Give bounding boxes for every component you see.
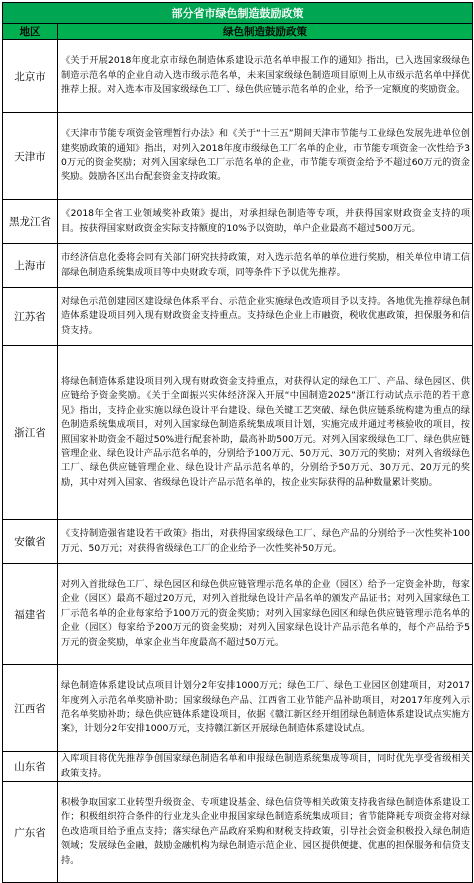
policy-cell: 将绿色制造体系建设项目列入现有财政资金支持重点，对获得认定的绿色工厂、产品、绿色园区、供应链给予资金奖励。《关于全面振兴实体经济深入开展“中国制造2025”浙江行动试点示范的若干意见》指出，支持企业实施以绿色设计平台建设、绿色关键工艺突破、绿色供应链系统构建为重点的绿色制造系统集成项目，对列入国家绿色制造系统集成项目计划，实施完成并通过考核验收的项目，按照国家补助资金不超过50%进行配套补助，最高补助500万元。对列入国家级绿色工厂、绿色供应链管理企业、绿色设计产品示范名单的，分别给予100万元、50万元、30万元的奖励；对列入省级绿色工厂、绿色供应链管理企业、绿色设计产品示范名单的，分别给予50万元、30万元、20万元的奖励，其中对列入国家、省级绿色设计产品示范名单的，按企业实际获得的品种数量累计奖励。 bbox=[58, 346, 473, 520]
table-title-row bbox=[3, 3, 473, 24]
column-header-region: 地区 bbox=[3, 24, 58, 40]
policy-table bbox=[2, 2, 473, 883]
table-row bbox=[3, 520, 473, 564]
policy-cell: 入库项目将优先推荐争创国家绿色制造名单和申报绿色制造系统集成等项目，同时优先享受省级相关政策支持。 bbox=[58, 752, 473, 782]
table-row bbox=[3, 564, 473, 665]
policy-cell: 对列入首批绿色工厂、绿色园区和绿色供应链管理示范名单的企业（园区）给予一定资金补助，每家企业（园区）最高不超过20万元，对列入首批绿色设计产品名单的颁发产品证书；对列入国家绿色工厂示范名单的企业每家给予100万元的资金奖励；对列入国家绿色园区和绿色供应链管理示范名单的企业（园区）每家给予200万元的资金奖励；对列入国家绿色设计产品示范名单的，每个产品给予5万元的资金奖励，单家企业当年度最高不超过50万元。 bbox=[58, 564, 473, 665]
region-cell: 江西省 bbox=[3, 665, 58, 752]
region-cell: 广东省 bbox=[3, 782, 58, 883]
region-cell: 黑龙江省 bbox=[3, 200, 58, 244]
table-header-row bbox=[3, 24, 473, 40]
policy-cell: 绿色制造体系建设试点项目计划分2年安排1000万元；绿色工厂、绿色工业园区创建项目，对2017年度列入示范名单奖励补助；国家级绿色产品、江西省工业节能产品补助项目，对2017年度列入示范名单奖励补助；绿色供应链体系建设项目，依据《赣江新区经开组团绿色制造体系建设试点实施方案》，计划分2年安排1000万元，支持赣江新区开展绿色制造体系建设试点。 bbox=[58, 665, 473, 752]
table-row bbox=[3, 752, 473, 782]
policy-cell: 《支持制造强省建设若干政策》指出，对获得国家级绿色工厂、绿色产品的分别给予一次性奖补100万元、50万元；对获得省级绿色工厂的企业给予一次性奖补50万元。 bbox=[58, 520, 473, 564]
table-row bbox=[3, 665, 473, 752]
policy-cell: 《关于开展2018年度北京市绿色制造体系建设示范名单申报工作的通知》指出，已入选国家级绿色制造示范名单的企业自动入选市级示范名单，未来国家级绿色制造项目原则上从市级示范名单中择优推荐上报。对入选本市及国家级绿色工厂、绿色供应链示范名单的企业，给予一定额度的奖励资金。 bbox=[58, 40, 473, 113]
region-cell: 北京市 bbox=[3, 40, 58, 113]
table-title: 部分省市绿色制造鼓励政策 bbox=[3, 3, 473, 24]
region-cell: 浙江省 bbox=[3, 346, 58, 520]
table-row bbox=[3, 40, 473, 113]
region-cell: 安徽省 bbox=[3, 520, 58, 564]
policy-cell: 积极争取国家工业转型升级资金、专项建设基金、绿色信贷等相关政策支持我省绿色制造体系建设工作；积极组织符合条件的行业龙头企业申报国家绿色制造系统集成项目；省节能降耗专项资金将对绿色改造项目给予重点支持；落实绿色产品政府采购和财税支持政策，引导社会资金积极投入绿色制造领域；发展绿色金融，鼓励金融机构为绿色制造示范企业、园区提供便捷、优惠的担保服务和信贷支持。 bbox=[58, 782, 473, 883]
table-row bbox=[3, 782, 473, 883]
region-cell: 福建省 bbox=[3, 564, 58, 665]
table-row bbox=[3, 244, 473, 288]
policy-cell: 《天津市节能专项资金管理暂行办法》和《关于“十三五”期间天津市节能与工业绿色发展先进单位创建奖励政策的通知》指出，对列入2018年度市级绿色工厂名单的企业，市节能专项资金一次性给予30万元的资金奖励；对列入国家绿色工厂示范名单的企业，市节能专项资金给予不超过60万元的资金奖励。鼓励各区出台配套资金支持政策。 bbox=[58, 113, 473, 200]
region-cell: 江苏省 bbox=[3, 288, 58, 346]
region-cell: 山东省 bbox=[3, 752, 58, 782]
region-cell: 上海市 bbox=[3, 244, 58, 288]
region-cell: 天津市 bbox=[3, 113, 58, 200]
table-row bbox=[3, 288, 473, 346]
policy-cell: 市经济信息化委将会同有关部门研究扶持政策，对入选示范名单的单位进行奖励，相关单位申请工信部绿色制造系统集成项目等中央财政专项，同等条件下予以优先推荐。 bbox=[58, 244, 473, 288]
table-row bbox=[3, 113, 473, 200]
table-row bbox=[3, 200, 473, 244]
column-header-policy: 绿色制造鼓励政策 bbox=[58, 24, 473, 40]
policy-cell: 对绿色示范创建园区建设绿色体系平台、示范企业实施绿色改造项目予以支持。各地优先推荐绿色制造体系建设项目列入现有财政资金支持重点。支持绿色企业上市融资，税收优惠政策，担保服务和信贷支持。 bbox=[58, 288, 473, 346]
policy-cell: 《2018年全省工业领域奖补政策》提出，对承担绿色制造等专项，并获得国家财政资金支持的项目。按获得国家财政资金实际支持额度的10%予以资助，单户企业最高不超过500万元。 bbox=[58, 200, 473, 244]
table-row bbox=[3, 346, 473, 520]
policy-table-wrapper bbox=[2, 2, 472, 883]
